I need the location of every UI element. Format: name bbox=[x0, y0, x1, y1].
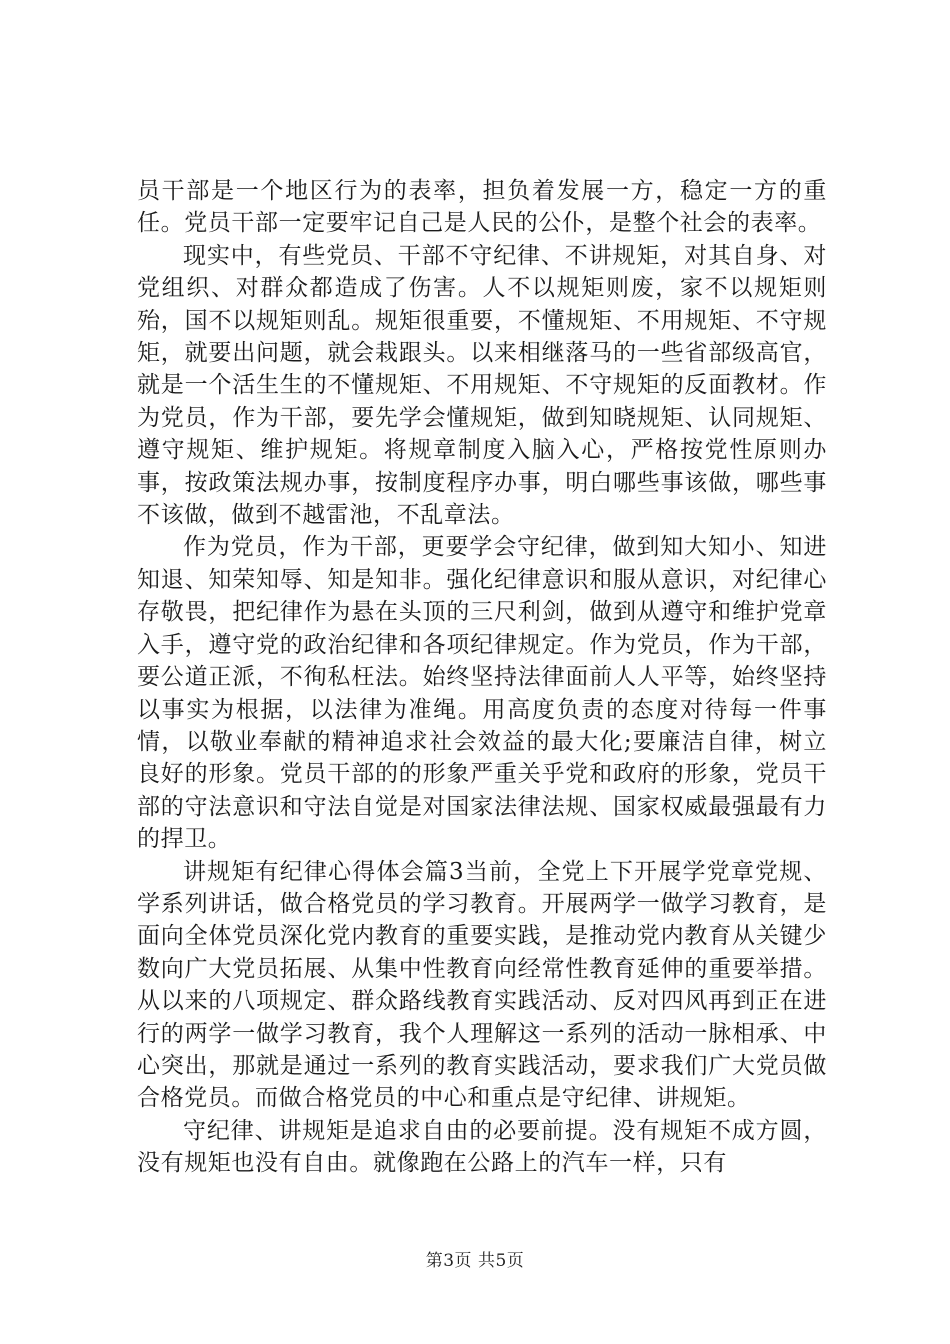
paragraph-2: 现实中，有些党员、干部不守纪律、不讲规矩，对其自身、对党组织、对群众都造成了伤害。人不以规矩则废，家不以规矩则殆，国不以规矩则乱。规矩很重要，不懂规矩、不用规矩、不守规矩，就要出问题，就会栽跟头。以来相继落马的一些省部级高官，就是一个活生生的不懂规矩、不用规矩、不守规矩的反面教材。作为党员，作为干部，要先学会懂规矩，做到知晓规矩、认同规矩、遵守规矩、维护规矩。将规章制度入脑入心，严格按党性原则办事，按政策法规办事，按制度程序办事，明白哪些事该做，哪些事不该做，做到不越雷池，不乱章法。 bbox=[137, 242, 827, 529]
paragraph-4: 讲规矩有纪律心得体会篇3当前，全党上下开展学党章党规、学系列讲话，做合格党员的学习教育。开展两学一做学习教育，是面向全体党员深化党内教育的重要实践，是推动党内教育从关键少数向广大党员拓展、从集中性教育向经常性教育延伸的重要举措。从以来的八项规定、群众路线教育实践活动、反对四风再到正在进行的两学一做学习教育，我个人理解这一系列的活动一脉相承、中心突出，那就是通过一系列的教育实践活动，要求我们广大党员做合格党员。而做合格党员的中心和重点是守纪律、讲规矩。 bbox=[137, 858, 827, 1112]
paragraph-1: 员干部是一个地区行为的表率，担负着发展一方，稳定一方的重任。党员干部一定要牢记自己是人民的公仆，是整个社会的表率。 bbox=[137, 178, 827, 237]
page-number-footer: 第3页 共5页 bbox=[425, 1251, 525, 1271]
paragraph-3: 作为党员，作为干部，更要学会守纪律，做到知大知小、知进知退、知荣知辱、知是知非。强化纪律意识和服从意识，对纪律心存敬畏，把纪律作为悬在头顶的三尺利剑，做到从遵守和维护党章入手，遵守党的政治纪律和各项纪律规定。作为党员，作为干部，要公道正派，不徇私枉法。始终坚持法律面前人人平等，始终坚持以事实为根据，以法律为准绳。用高度负责的态度对待每一件事情，以敬业奉献的精神追求社会效益的最大化;要廉洁自律，树立良好的形象。党员干部的的形象严重关乎党和政府的形象，党员干部的守法意识和守法自觉是对国家法律法规、国家权威最强最有力的捍卫。 bbox=[137, 534, 827, 853]
paragraph-5: 守纪律、讲规矩是追求自由的必要前提。没有规矩不成方圆，没有规矩也没有自由。就像跑在公路上的汽车一样，只有 bbox=[137, 1117, 827, 1177]
document-body bbox=[137, 175, 827, 1180]
